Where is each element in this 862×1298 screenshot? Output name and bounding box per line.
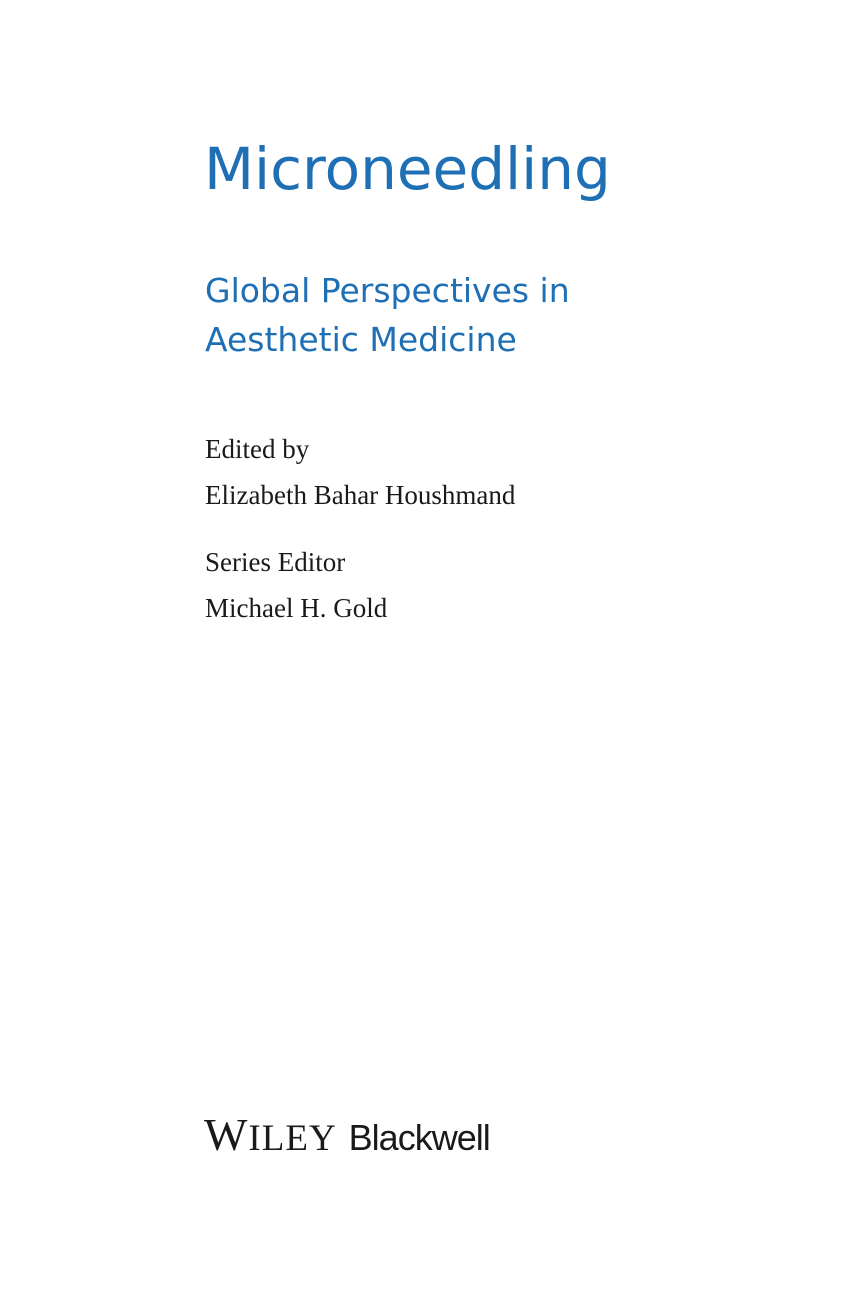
wiley-wordmark	[204, 1109, 337, 1160]
subtitle-line-2: Aesthetic Medicine	[205, 320, 517, 359]
book-title: Microneedling	[204, 135, 611, 203]
series-editor-label: Series Editor	[205, 547, 346, 577]
blackwell-wordmark: Blackwell	[348, 1117, 490, 1158]
wiley-rest: ILEY	[248, 1118, 337, 1159]
series-editor-name: Michael H. Gold	[205, 593, 388, 623]
wiley-initial: W	[204, 1109, 249, 1160]
edited-by-label: Edited by	[205, 434, 310, 464]
editor-name: Elizabeth Bahar Houshmand	[205, 480, 516, 510]
publisher-logo	[204, 1109, 490, 1160]
book-subtitle	[205, 266, 725, 364]
subtitle-line-1: Global Perspectives in	[205, 271, 570, 310]
